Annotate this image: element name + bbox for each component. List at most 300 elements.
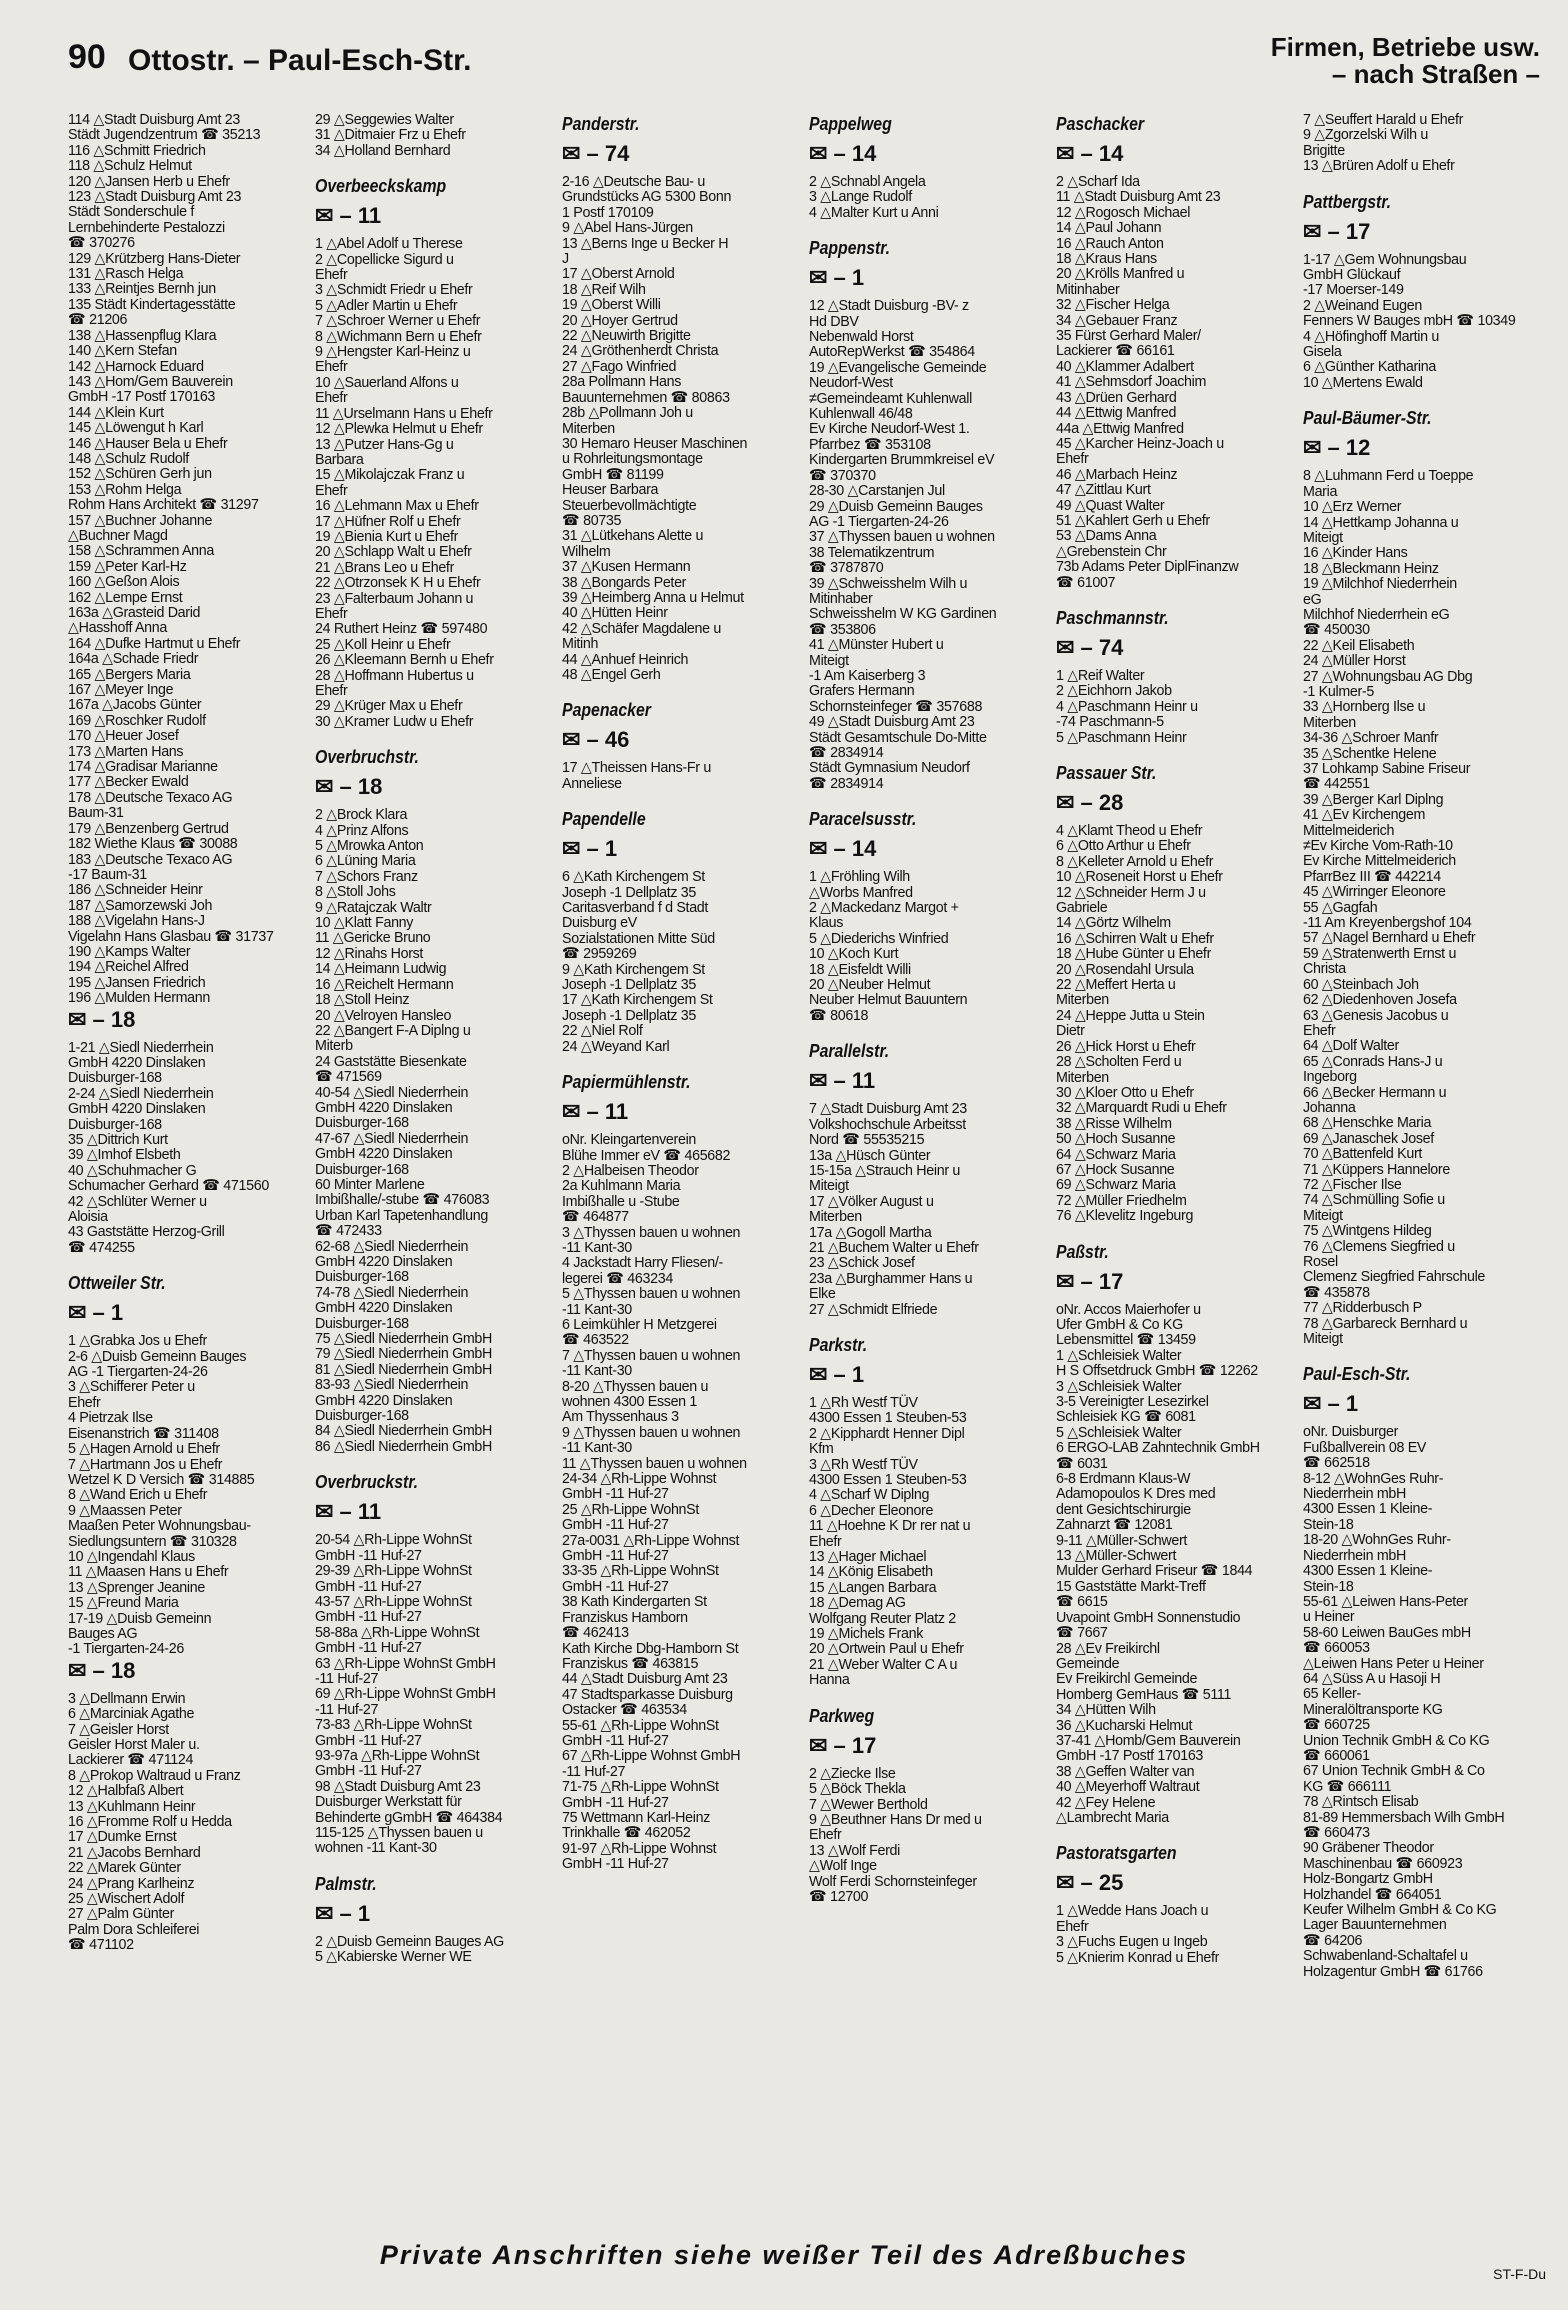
directory-entry: 58-88a △Rh-Lippe WohnSt: [315, 1623, 480, 1641]
directory-entry: 20 △Rosendahl Ursula: [1056, 960, 1194, 978]
directory-entry: 15 Gaststätte Markt-Treff: [1056, 1577, 1206, 1595]
street-heading: Papenacker: [562, 700, 651, 721]
directory-entry: PfarrBez III ☎ 442214: [1303, 867, 1441, 885]
directory-entry: eG: [1303, 590, 1322, 608]
directory-entry: ☎ 6615: [1056, 1593, 1108, 1611]
directory-entry: Ehefr: [68, 1393, 101, 1411]
directory-entry: 11 △Hoehne K Dr rer nat u: [809, 1517, 971, 1535]
directory-entry: Niederrhein mbH: [1303, 1485, 1406, 1503]
postal-district: ✉ – 74: [1056, 634, 1124, 660]
directory-entry: ☎ 61007: [1056, 573, 1116, 591]
directory-entry: ☎ 12700: [809, 1887, 869, 1905]
postal-district: ✉ – 25: [1056, 1870, 1124, 1896]
directory-entry: 143 △Hom/Gem Bauverein: [68, 372, 233, 390]
directory-entry: ≠Gemeindeamt Kuhlenwall: [809, 389, 972, 407]
postal-district: ✉ – 18: [68, 1006, 136, 1032]
directory-entry: 11 △Maasen Hans u Ehefr: [68, 1563, 229, 1581]
directory-entry: Miteigt: [1303, 1206, 1343, 1224]
directory-entry: 9 △Abel Hans-Jürgen: [562, 219, 693, 237]
directory-entry: 38 △Bongards Peter: [562, 573, 687, 591]
directory-entry: Franziskus Hamborn: [562, 1608, 688, 1626]
postal-district: ✉ – 1: [809, 265, 865, 291]
postal-district: ✉ – 17: [1303, 218, 1371, 244]
directory-entry: 74-78 △Siedl Niederrhein: [315, 1283, 469, 1301]
directory-entry: 8 △Wand Erich u Ehefr: [68, 1486, 208, 1504]
directory-entry: Duisburger-168: [68, 1069, 162, 1087]
directory-entry: Grundstücks AG 5300 Bonn: [562, 188, 732, 206]
directory-entry: 138 △Hassenpflug Klara: [68, 326, 217, 344]
directory-entry: 55 △Gagfah: [1303, 898, 1378, 916]
directory-entry: -11 Huf-27: [562, 1762, 626, 1780]
directory-entry: 27a-0031 △Rh-Lippe Wohnst: [562, 1531, 740, 1549]
directory-entry: ☎ 2959269: [562, 945, 637, 963]
directory-entry: Ingeborg: [1303, 1068, 1357, 1086]
directory-entry: ☎ 660053: [1303, 1639, 1370, 1657]
directory-entry: Zahnarzt ☎ 12081: [1056, 1516, 1173, 1534]
directory-entry: ☎ 464877: [562, 1208, 629, 1226]
directory-entry: 28-30 △Carstanjen Jul: [809, 482, 945, 500]
directory-entry: 164 △Dufke Hartmut u Ehefr: [68, 634, 241, 652]
directory-entry: 40 △Schuhmacher G: [68, 1161, 197, 1179]
directory-entry: 4300 Essen 1 Kleine-: [1303, 1500, 1433, 1518]
directory-entry: GmbH -11 Huf-27: [562, 1731, 669, 1749]
directory-entry: 37 △Thyssen bauen u wohnen: [809, 528, 995, 546]
directory-entry: 16 △Fromme Rolf u Hedda: [68, 1813, 232, 1831]
directory-entry: u Heiner: [1303, 1608, 1355, 1626]
directory-entry: Nebenwald Horst: [809, 328, 914, 346]
directory-entry: Duisburger Werkstatt für: [315, 1793, 462, 1811]
directory-entry: 75 Wettmann Karl-Heinz: [562, 1808, 711, 1826]
directory-entry: Städt Jugendzentrum ☎ 35213: [68, 126, 261, 144]
directory-entry: 13 △Putzer Hans-Gg u: [315, 435, 454, 453]
directory-entry: 9 △Thyssen bauen u wohnen: [562, 1423, 741, 1441]
directory-entry: 144 △Klein Kurt: [68, 403, 164, 421]
directory-entry: 3 △Fuchs Eugen u Ingeb: [1056, 1933, 1208, 1951]
directory-entry: 43 Gaststätte Herzog-Grill: [68, 1223, 225, 1241]
directory-entry: 14 △Paul Johann: [1056, 219, 1162, 237]
directory-entry: 38 Kath Kindergarten St: [562, 1593, 707, 1611]
directory-entry: Miterben: [1056, 1068, 1109, 1086]
directory-entry: 77 △Ridderbusch P: [1303, 1299, 1422, 1317]
directory-column: [315, 112, 547, 2232]
directory-entry: Ehefr: [315, 358, 348, 376]
directory-entry: GmbH -11 Huf-27: [562, 1855, 669, 1873]
directory-entry: Joseph -1 Dellplatz 35: [562, 976, 697, 994]
directory-entry: Fußballverein 08 EV: [1303, 1438, 1427, 1456]
directory-entry: 7 △Thyssen bauen u wohnen: [562, 1346, 741, 1364]
directory-entry: 153 △Rohm Helga: [68, 480, 182, 498]
directory-entry: Holzagentur GmbH ☎ 61766: [1303, 1962, 1483, 1980]
street-heading: Paschmannstr.: [1056, 607, 1169, 628]
directory-entry: Johanna: [1303, 1098, 1356, 1116]
directory-entry: 7 △Hartmann Jos u Ehefr: [68, 1455, 223, 1473]
directory-entry: △Hasshoff Anna: [68, 619, 167, 637]
directory-entry: Am Thyssenhaus 3: [562, 1408, 679, 1426]
directory-entry: Lackierer ☎ 66161: [1056, 342, 1175, 360]
directory-entry: 50 △Hoch Susanne: [1056, 1130, 1176, 1148]
directory-entry: Barbara: [315, 450, 364, 468]
street-heading: Paschacker: [1056, 114, 1145, 134]
page-title-right-line-2: – nach Straßen –: [1331, 59, 1540, 89]
directory-entry: 18 △Reif Wilh: [562, 280, 646, 298]
directory-entry: 20 △Krölls Manfred u: [1056, 265, 1185, 283]
directory-entry: Grafers Hermann: [809, 682, 915, 700]
directory-entry: 178 △Deutsche Texaco AG: [68, 788, 233, 806]
directory-entry: 17 △Oberst Arnold: [562, 265, 675, 283]
directory-entry: 44 △Anhuef Heinrich: [562, 650, 689, 668]
street-block: [1056, 606, 1288, 745]
directory-entry: Pfarrbez ☎ 353108: [809, 435, 931, 453]
directory-entry: 62-68 △Siedl Niederrhein: [315, 1237, 469, 1255]
directory-entry: 30 △Kramer Ludw u Ehefr: [315, 712, 474, 730]
directory-entry: 47 Stadtsparkasse Duisburg: [562, 1685, 733, 1703]
street-block: [315, 174, 547, 729]
directory-entry: ☎ 660061: [1303, 1746, 1370, 1764]
directory-entry: ☎ 2834914: [809, 744, 884, 761]
directory-entry: 3 △Lange Rudolf: [809, 188, 912, 206]
directory-entry: 38 △Geffen Walter van: [1056, 1762, 1195, 1780]
directory-entry: 123 △Stadt Duisburg Amt 23: [68, 188, 242, 206]
directory-entry: 1-17 △Gem Wohnungsbau: [1303, 250, 1467, 268]
directory-entry: 40 △Klammer Adalbert: [1056, 357, 1194, 375]
directory-entry: AG -1 Tiergarten-24-26: [809, 512, 949, 530]
directory-entry: 8 △Prokop Waltraud u Franz: [68, 1766, 241, 1784]
directory-entry: Duisburger-168: [315, 1160, 409, 1178]
directory-entry: GmbH Glückauf: [1303, 266, 1401, 284]
directory-entry: 177 △Becker Ewald: [68, 773, 189, 791]
directory-entry: -11 Kant-30: [562, 1238, 632, 1256]
directory-entry: 72 △Müller Friedhelm: [1056, 1191, 1187, 1209]
directory-entry: 183 △Deutsche Texaco AG: [68, 850, 233, 868]
directory-entry: 133 △Reintjes Bernh jun: [68, 280, 216, 298]
street-block: [562, 1070, 794, 1872]
directory-entry: ☎ 64206: [1303, 1931, 1363, 1949]
directory-entry: 42 △Schäfer Magdalene u: [562, 619, 721, 637]
directory-entry: 68 △Henschke Maria: [1303, 1114, 1432, 1132]
directory-entry: 22 △Otrzonsek K H u Ehefr: [315, 574, 481, 592]
directory-entry: Rohm Hans Architekt ☎ 31297: [68, 496, 259, 514]
directory-entry: 24 △Weyand Karl: [562, 1037, 670, 1055]
directory-entry: 39 △Berger Karl Diplng: [1303, 790, 1444, 808]
directory-entry: 16 △Kinder Hans: [1303, 544, 1408, 562]
directory-entry: 2 △Mackedanz Margot +: [809, 899, 959, 917]
directory-entry: 160 △Geßon Alois: [68, 573, 180, 591]
directory-entry: 79 △Siedl Niederrhein GmbH: [315, 1345, 492, 1363]
directory-entry: Ehefr: [315, 481, 348, 499]
directory-entry: ☎ 463522: [562, 1331, 629, 1349]
directory-entry: 2-24 △Siedl Niederrhein: [68, 1084, 214, 1102]
directory-entry: 39 △Heimberg Anna u Helmut: [562, 588, 744, 606]
page-title-left: Ottostr. – Paul-Esch-Str.: [128, 44, 472, 77]
directory-entry: 165 △Bergers Maria: [68, 665, 191, 683]
postal-district: ✉ – 14: [809, 836, 877, 862]
directory-entry: 115-125 △Thyssen bauen u: [315, 1824, 483, 1841]
directory-entry: 5 △Knierim Konrad u Ehefr: [1056, 1948, 1220, 1966]
street-heading: Paul-Bäumer-Str.: [1303, 408, 1432, 429]
directory-entry: 22 △Keil Elisabeth: [1303, 636, 1415, 654]
directory-entry: Niederrhein mbH: [1303, 1546, 1406, 1564]
directory-entry: 13 △Kuhlmann Heinr: [68, 1797, 196, 1815]
directory-entry: Behinderte gGmbH ☎ 464384: [315, 1808, 503, 1826]
directory-entry: Maria: [1303, 482, 1338, 500]
directory-entry: ☎ 370370: [809, 466, 876, 484]
directory-entry: 190 △Kamps Walter: [68, 942, 191, 960]
directory-entry: -1 Am Kaiserberg 3: [809, 666, 926, 684]
directory-entry: Geisler Horst Maler u.: [68, 1736, 200, 1753]
directory-entry: 7 △Schors Franz: [315, 867, 418, 885]
postal-district: ✉ – 14: [1056, 141, 1124, 166]
directory-entry: 19 △Oberst Willi: [562, 296, 661, 314]
postal-district: ✉ – 1: [809, 1361, 865, 1387]
directory-entry: 19 △Milchhof Niederrhein: [1303, 575, 1457, 593]
directory-entry: 16 △Schirren Walt u Ehefr: [1056, 929, 1214, 947]
directory-entry: ☎ 370276: [68, 234, 135, 252]
postal-district: ✉ – 17: [809, 1732, 877, 1758]
directory-entry: Miterben: [562, 419, 615, 437]
directory-entry: Urban Karl Tapetenhandlung: [315, 1206, 488, 1224]
directory-entry: Miteigt: [1303, 1330, 1343, 1348]
directory-entry: 40 △Meyerhoff Waltraut: [1056, 1778, 1200, 1796]
directory-entry: 15 △Langen Barbara: [809, 1578, 937, 1596]
directory-entry: H S Offsetdruck GmbH ☎ 12262: [1056, 1362, 1258, 1380]
street-heading: Paßstr.: [1056, 1241, 1109, 1262]
street-heading: Overbruckstr.: [315, 1472, 419, 1493]
directory-entry: 67 △Rh-Lippe Wohnst GmbH: [562, 1747, 741, 1765]
directory-entry: 41 △Sehmsdorf Joachim: [1056, 373, 1207, 391]
directory-entry: GmbH -11 Huf-27: [562, 1485, 669, 1503]
directory-entry: Kfm: [809, 1440, 834, 1458]
directory-entry: 15-15a △Strauch Heinr u: [809, 1161, 961, 1179]
directory-entry: 81-89 Hemmersbach Wilh GmbH: [1303, 1808, 1505, 1826]
directory-entry: GmbH 4220 Dinslaken: [68, 1053, 206, 1071]
directory-entry: 145 △Löwengut h Karl: [68, 419, 204, 437]
directory-entry: Steuerbevollmächtigte: [562, 496, 697, 514]
directory-entry: 194 △Reichel Alfred: [68, 958, 189, 976]
directory-entry: 179 △Benzenberg Gertrud: [68, 819, 229, 837]
directory-entry: 5 △Hagen Arnold u Ehefr: [68, 1440, 220, 1458]
directory-entry: Bauunternehmen ☎ 80863: [562, 388, 730, 406]
directory-entry: 20 △Velroyen Hansleo: [315, 1006, 452, 1024]
directory-entry: GmbH -11 Huf-27: [562, 1793, 669, 1811]
directory-entry: Volkshochschule Arbeitsst: [809, 1115, 966, 1133]
directory-entry: 146 △Hauser Bela u Ehefr: [68, 434, 228, 452]
directory-entry: 28b △Pollmann Joh u: [562, 404, 693, 422]
directory-entry: Mulder Gerhard Friseur ☎ 1844: [1056, 1562, 1253, 1580]
page-header: [0, 0, 1568, 90]
directory-entry: Kath Kirche Dbg-Hamborn St: [562, 1639, 739, 1657]
directory-entry: GmbH ☎ 81199: [562, 465, 664, 483]
directory-entry: 9 △Beuthner Hans Dr med u: [809, 1810, 982, 1828]
directory-entry: 44 △Stadt Duisburg Amt 23: [562, 1670, 728, 1688]
directory-entry: wohnen -11 Kant-30: [315, 1839, 437, 1857]
directory-entry: Städt Gymnasium Neudorf: [809, 759, 970, 777]
directory-entry: 14 △Hettkamp Johanna u: [1303, 513, 1459, 531]
directory-entry: -17 Baum-31: [68, 865, 147, 883]
directory-entry: 135 Städt Kindertagesstätte: [68, 295, 236, 313]
directory-entry: 10 △Ingendahl Klaus: [68, 1547, 195, 1565]
directory-entry: Rosel: [1303, 1253, 1338, 1270]
directory-entry: 14 △König Elisabeth: [809, 1563, 933, 1581]
street-block: [315, 1470, 547, 1856]
page-number: 90: [68, 38, 106, 76]
directory-entry: 12 △Halbfaß Albert: [68, 1782, 184, 1800]
directory-entry: 19 △Michels Frank: [809, 1625, 924, 1643]
directory-entry: 2 △Kipphardt Henner Dipl: [809, 1424, 965, 1442]
directory-entry: 10 △Koch Kurt: [809, 945, 899, 963]
directory-entry: 182 Wiethe Klaus ☎ 30088: [68, 835, 238, 853]
directory-entry: 83-93 △Siedl Niederrhein: [315, 1376, 469, 1394]
directory-entry: Ehefr: [315, 682, 348, 699]
directory-entry: Blühe Immer eV ☎ 465682: [562, 1146, 731, 1164]
directory-entry: 23 △Falterbaum Johann u: [315, 589, 474, 607]
directory-entry: 64 △Süss A u Hasoji H: [1303, 1669, 1441, 1687]
directory-entry: 91-97 △Rh-Lippe Wohnst: [562, 1839, 717, 1857]
directory-entry: -11 Huf-27: [315, 1669, 379, 1687]
directory-entry: 78 △Rintsch Elisab: [1303, 1793, 1419, 1811]
postal-district: ✉ – 18: [68, 1657, 136, 1683]
directory-entry: GmbH 4220 Dinslaken: [315, 1253, 453, 1270]
directory-entry: Ehefr: [1056, 450, 1089, 468]
directory-entry: 55-61 △Leiwen Hans-Peter: [1303, 1592, 1468, 1610]
directory-entry: Hd DBV: [809, 312, 859, 330]
directory-entry: 13 △Brüren Adolf u Ehefr: [1303, 157, 1455, 175]
directory-column: [68, 112, 300, 2232]
directory-entry: 17 △Theissen Hans-Fr u: [562, 759, 711, 777]
directory-entry: 32 △Fischer Helga: [1056, 296, 1170, 314]
directory-entry: 49 △Quast Walter: [1056, 496, 1165, 514]
directory-entry: ☎ 3787870: [809, 559, 884, 577]
directory-entry: 37-41 △Homb/Gem Bauverein: [1056, 1731, 1241, 1749]
directory-entry: 37 Lohkamp Sabine Friseur: [1303, 760, 1471, 777]
street-heading: Panderstr.: [562, 114, 640, 134]
directory-entry: 1-21 △Siedl Niederrhein: [68, 1038, 214, 1056]
directory-entry: 9 △Maassen Peter: [68, 1501, 182, 1519]
directory-entry: J: [562, 250, 569, 268]
directory-entry: 8-12 △WohnGes Ruhr-: [1303, 1469, 1444, 1487]
directory-entry: 62 △Diedenhoven Josefa: [1303, 991, 1457, 1009]
directory-entry: 22 △Niel Rolf: [562, 1022, 643, 1040]
directory-entry: 69 △Rh-Lippe WohnSt GmbH: [315, 1685, 496, 1703]
directory-entry: Stein-18: [1303, 1577, 1354, 1595]
directory-entry: Wetzel K D Versich ☎ 314885: [68, 1470, 255, 1488]
directory-entry: Schumacher Gerhard ☎ 471560: [68, 1177, 269, 1195]
directory-entry: Palm Dora Schleiferei: [68, 1920, 200, 1938]
directory-entry: 32 △Marquardt Rudi u Ehefr: [1056, 1099, 1227, 1117]
directory-entry: 2a Kuhlmann Maria: [562, 1177, 681, 1195]
directory-entry: Keufer Wilhelm GmbH & Co KG: [1303, 1901, 1497, 1919]
directory-entry: 3 △Schmidt Friedr u Ehefr: [315, 281, 473, 299]
directory-entry: Ehefr: [315, 266, 348, 284]
directory-entry: 73-83 △Rh-Lippe WohnSt: [315, 1716, 472, 1734]
street-heading: Pappelweg: [809, 114, 892, 134]
street-heading: Overbeeckskamp: [315, 176, 447, 197]
directory-column: [1056, 112, 1288, 2232]
directory-entry: △Wolf Inge: [809, 1857, 877, 1875]
directory-entry: 59 △Stratenwerth Ernst u: [1303, 944, 1457, 962]
directory-entry: GmbH -11 Huf-27: [315, 1639, 422, 1657]
directory-entry: 170 △Heuer Josef: [68, 727, 179, 745]
directory-entry: 64 △Schwarz Maria: [1056, 1145, 1176, 1163]
directory-entry: Milchhof Niederrhein eG: [1303, 605, 1450, 623]
directory-entry: 148 △Schulz Rudolf: [68, 449, 189, 467]
postal-district: ✉ – 14: [809, 141, 877, 166]
directory-entry: 58-60 Leiwen BauGes mbH: [1303, 1623, 1471, 1641]
directory-entry: Neuber Helmut Bauuntern: [809, 991, 968, 1009]
directory-entry: -11 Am Kreyenbergshof 104: [1303, 914, 1472, 932]
directory-entry: 64 △Dolf Walter: [1303, 1037, 1399, 1055]
directory-entry: 43 △Drüen Gerhard: [1056, 388, 1177, 406]
directory-entry: 24 △Heppe Jutta u Stein: [1056, 1006, 1205, 1024]
directory-entry: 11 △Thyssen bauen u wohnen: [562, 1454, 747, 1472]
directory-entry: ☎ 80735: [562, 511, 622, 529]
directory-entry: 6-8 Erdmann Klaus-W: [1056, 1470, 1191, 1488]
street-heading: Ottweiler Str.: [68, 1273, 166, 1294]
directory-entry: 45 △Wirringer Eleonore: [1303, 883, 1446, 901]
directory-entry: Holz-Bongartz GmbH: [1303, 1870, 1433, 1888]
directory-entry: 187 △Samorzewski Joh: [68, 896, 213, 914]
directory-entry: 33 △Hornberg Ilse u: [1303, 698, 1426, 716]
directory-entry: 67 △Hock Susanne: [1056, 1160, 1175, 1178]
postal-district: ✉ – 18: [315, 774, 383, 800]
directory-entry: 18 △Eisfeldt Willi: [809, 960, 911, 978]
directory-entry: 20-54 △Rh-Lippe WohnSt: [315, 1531, 472, 1549]
directory-entry: wohnen 4300 Essen 1: [562, 1393, 698, 1410]
street-block: [68, 112, 300, 1006]
directory-entry: 6 △Lüning Maria: [315, 852, 416, 870]
directory-entry: 7 △Stadt Duisburg Amt 23: [809, 1100, 967, 1118]
footer-code: ST-F-Du: [1493, 2266, 1546, 2282]
directory-column: [809, 112, 1041, 2232]
directory-entry: Ehefr: [315, 389, 348, 407]
directory-entry: 21 △Brans Leo u Ehefr: [315, 558, 455, 576]
directory-entry: Imbißhalle u -Stube: [562, 1192, 680, 1210]
street-block: [68, 1006, 300, 1256]
directory-entry: 4 Jackstadt Harry Fliesen/-: [562, 1254, 723, 1272]
directory-entry: 69 △Schwarz Maria: [1056, 1176, 1176, 1194]
directory-entry: Clemenz Siegfried Fahrschule: [1303, 1268, 1486, 1286]
directory-entry: Lebensmittel ☎ 13459: [1056, 1331, 1196, 1349]
directory-entry: 1 △Rh Westf TÜV: [809, 1393, 918, 1411]
directory-entry: 19 △Bienia Kurt u Ehefr: [315, 527, 459, 545]
directory-entry: GmbH -17 Postf 170163: [1056, 1747, 1204, 1765]
directory-entry: 76 △Clemens Siegfried u: [1303, 1237, 1455, 1255]
directory-entry: 65 △Conrads Hans-J u: [1303, 1052, 1443, 1070]
directory-entry: 28 △Hoffmann Hubertus u: [315, 666, 474, 684]
directory-entry: 2 △Schnabl Angela: [809, 173, 926, 190]
directory-entry: 11 △Stadt Duisburg Amt 23: [1056, 188, 1221, 206]
directory-entry: Maschinenbau ☎ 660923: [1303, 1854, 1463, 1872]
directory-entry: 28 △Scholten Ferd u: [1056, 1053, 1182, 1071]
street-block: [809, 236, 1041, 791]
directory-entry: 37 △Kusen Hermann: [562, 558, 691, 576]
street-heading: Papiermühlenstr.: [562, 1072, 691, 1093]
directory-entry: Ev Kirche Mittelmeiderich: [1303, 852, 1456, 870]
directory-entry: 173 △Marten Hans: [68, 742, 184, 760]
directory-entry: AutoRepWerkst ☎ 354864: [809, 343, 975, 361]
directory-entry: Franziskus ☎ 463815: [562, 1654, 699, 1672]
directory-entry: 17-19 △Duisb Gemeinn: [68, 1609, 212, 1627]
footer-note: Private Anschriften siehe weißer Teil des Adreßbuches: [379, 2240, 1189, 2270]
directory-entry: Duisburger-168: [315, 1114, 409, 1132]
directory-entry: ☎ 21206: [68, 311, 128, 329]
directory-entry: 63 △Genesis Jacobus u: [1303, 1006, 1449, 1024]
directory-entry: 44a △Ettwig Manfred: [1056, 419, 1184, 437]
directory-entry: Wilhelm: [562, 542, 611, 560]
directory-entry: Heuser Barbara: [562, 481, 659, 499]
directory-entry: 6 △Otto Arthur u Ehefr: [1056, 837, 1191, 855]
directory-entry: 4 △Scharf W Diplng: [809, 1486, 930, 1504]
postal-district: ✉ – 11: [809, 1068, 876, 1094]
